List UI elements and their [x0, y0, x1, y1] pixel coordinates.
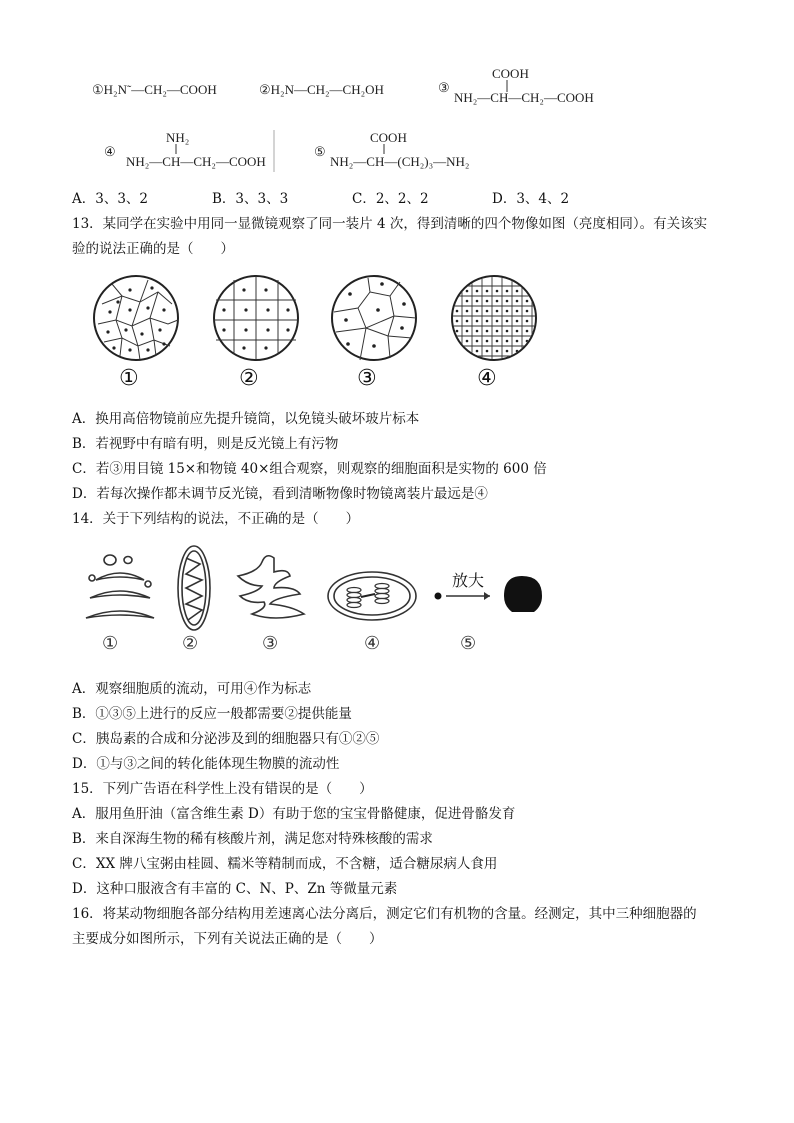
organelle-3-er — [234, 548, 314, 628]
q12-option-a: A．3、3、2 — [72, 191, 149, 207]
q14-option-c: C．胰岛素的合成和分泌涉及到的细胞器只有①②⑤ — [72, 731, 380, 747]
q15-option-a: A．服用鱼肝油（富含维生素 D）有助于您的宝宝骨骼健康，促进骨骼发育 — [72, 806, 516, 822]
view-2-label: ② — [239, 366, 259, 391]
divider-line — [273, 130, 275, 172]
q12-option-d: D．3、4、2 — [492, 191, 570, 207]
formula-5 — [314, 130, 534, 176]
q13-option-c: C．若③用目镜 15×和物镜 40×组合观察，则观察的细胞面积是实物的 600 倍 — [72, 461, 547, 477]
formula-1: ①H₂N˜—CH₂—COOH — [92, 82, 217, 97]
q15-stem: 15．下列广告语在科学性上没有错误的是（ ） — [72, 781, 373, 797]
view-4-label: ④ — [477, 366, 497, 391]
q14-option-d: D．①与③之间的转化能体现生物膜的流动性 — [72, 756, 340, 772]
q14-option-a: A．观察细胞质的流动，可用④作为标志 — [72, 681, 312, 697]
q15-option-b: B．来自深海生物的稀有核酸片剂，满足您对特殊核酸的需求 — [72, 831, 433, 847]
q13-stem-line1: 13．某同学在实验中用同一显微镜观察了同一装片 4 次，得到清晰的四个物像如图（亮度相同）。有关该实 — [72, 216, 708, 232]
q13-stem-line2: 验的说法正确的是（ ） — [72, 241, 234, 257]
organelle-1-label: ① — [102, 633, 119, 654]
formula-4-main: NH₂—CH—CH₂—COOH — [126, 154, 266, 169]
view-1-label: ① — [119, 366, 139, 391]
formula-4-number: ④ — [104, 144, 116, 159]
q12-option-b: B．3、3、3 — [212, 191, 289, 207]
q15-option-d: D．这种口服液含有丰富的 C、N、P、Zn 等微量元素 — [72, 881, 398, 897]
formula-5-top: COOH — [370, 130, 407, 145]
q16-stem-line2: 主要成分如图所示，下列有关说法正确的是（ ） — [72, 931, 383, 947]
microscope-view-4 — [450, 274, 540, 364]
formula-3-main: NH₂—CH—CH₂—COOH — [454, 90, 594, 105]
organelle-5-label: ⑤ — [460, 633, 477, 654]
formula-3-top: COOH — [492, 66, 529, 81]
enlarge-arrow-label: 放大 — [452, 571, 485, 590]
q13-option-b: B．若视野中有暗有明，则是反光镜上有污物 — [72, 436, 339, 452]
organelle-4-label: ④ — [364, 633, 381, 654]
formula-3-number: ③ — [438, 80, 450, 95]
organelle-2-mitochondrion — [174, 544, 214, 634]
formula-3 — [438, 66, 638, 112]
microscope-view-1 — [92, 274, 182, 364]
q14-stem: 14．关于下列结构的说法，不正确的是（ ） — [72, 511, 360, 527]
q16-stem-line1: 16．将某动物细胞各部分结构用差速离心法分离后，测定它们有机物的含量。经测定，其中三种细胞器的 — [72, 906, 697, 922]
microscope-view-2 — [212, 274, 302, 364]
organelle-4-chloroplast — [326, 568, 422, 628]
formula-2: ②H₂N—CH₂—CH₂OH — [259, 82, 384, 97]
organelle-3-label: ③ — [262, 633, 279, 654]
formula-5-number: ⑤ — [314, 144, 326, 159]
organelle-1-golgi — [86, 548, 156, 628]
q14-option-b: B．①③⑤上进行的反应一般都需要②提供能量 — [72, 706, 352, 722]
view-3-label: ③ — [357, 366, 377, 391]
formula-5-main: NH₂—CH—(CH₂)₃—NH₂ — [330, 154, 470, 169]
formula-4-top: NH₂ — [166, 130, 190, 145]
microscope-view-3 — [330, 274, 420, 364]
organelle-5-ribosome — [430, 566, 550, 626]
q13-option-a: A．换用高倍物镜前应先提升镜筒，以免镜头破坏玻片标本 — [72, 411, 420, 427]
q13-option-d: D．若每次操作都未调节反光镜，看到清晰物像时物镜离装片最远是④ — [72, 486, 488, 502]
organelle-2-label: ② — [182, 633, 199, 654]
q12-option-c: C．2、2、2 — [352, 191, 429, 207]
q15-option-c: C．XX 牌八宝粥由桂圆、糯米等精制而成，不含糖，适合糖尿病人食用 — [72, 856, 498, 872]
